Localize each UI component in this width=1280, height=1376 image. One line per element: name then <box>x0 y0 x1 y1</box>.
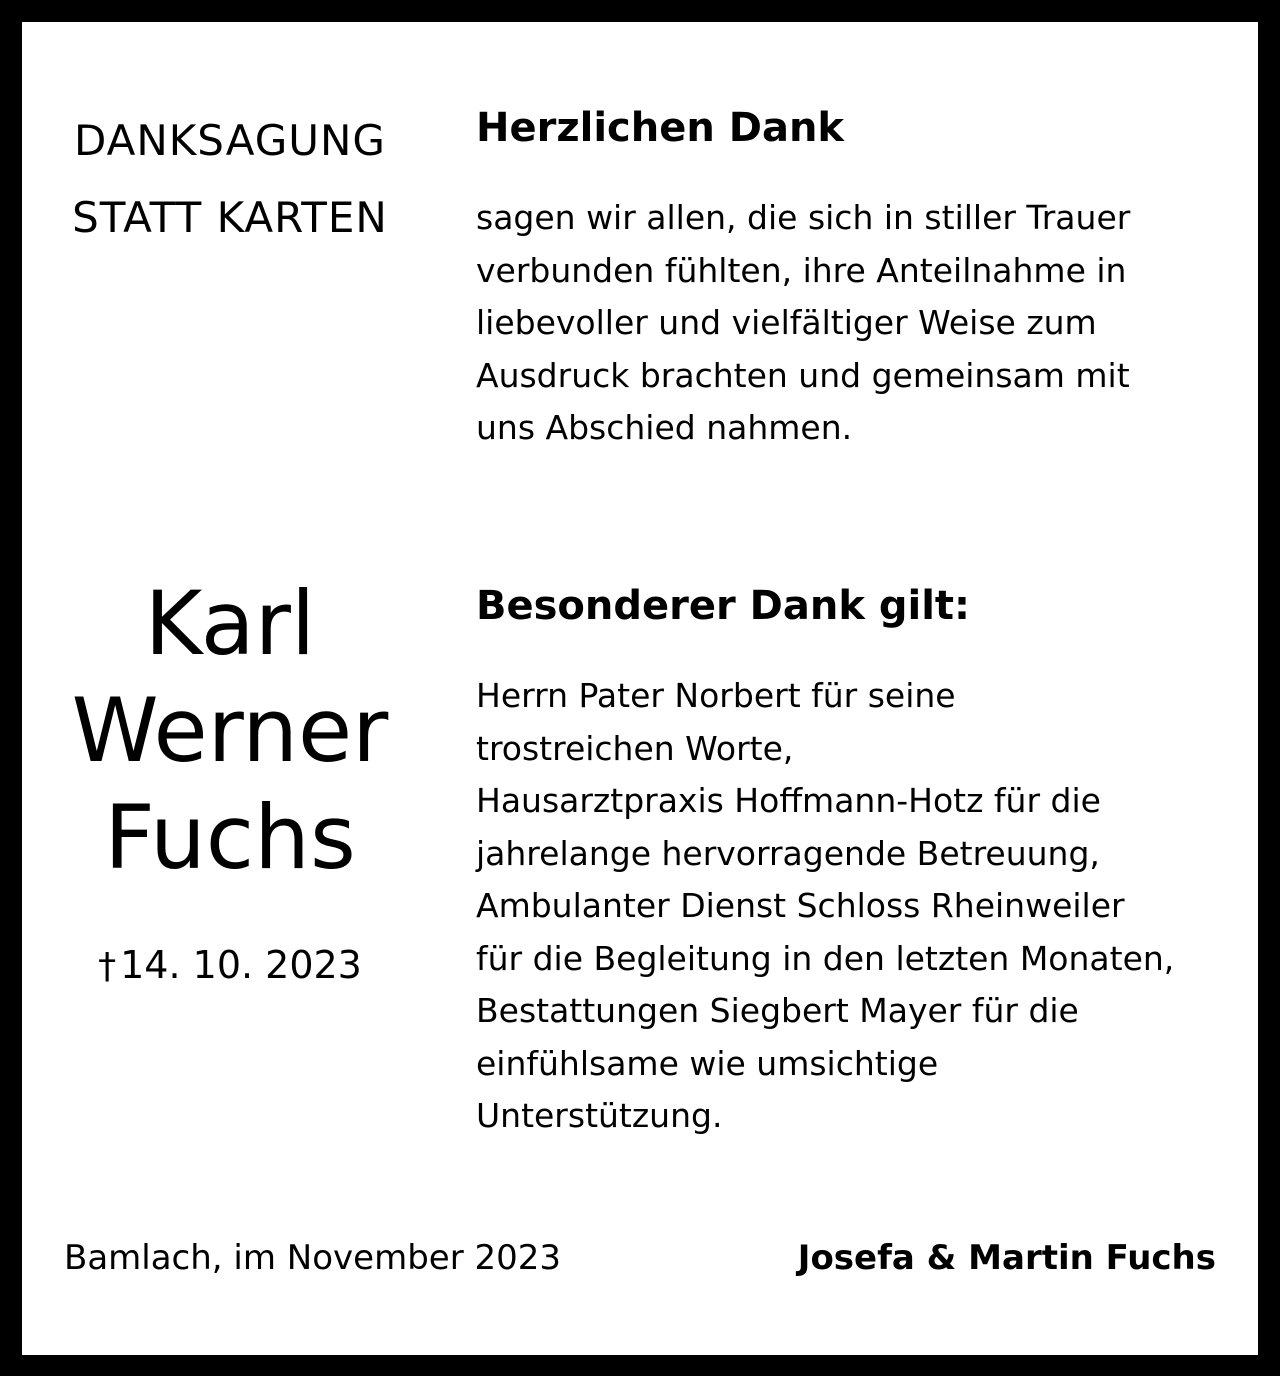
thanks-paragraph <box>476 192 1236 455</box>
paragraph-line: trostreichen Worte, <box>476 728 794 768</box>
paragraph-line: jahrelange hervorragende Betreuung, <box>476 833 1100 873</box>
place-and-date: Bamlach, im November 2023 <box>64 1238 562 1278</box>
paragraph-line: Herrn Pater Norbert für seine <box>476 676 956 715</box>
name-first: Karl <box>144 572 316 675</box>
deceased-name <box>22 570 438 891</box>
name-middle: Werner <box>71 679 389 782</box>
paragraph-line: Ambulanter Dienst Schloss Rheinweiler <box>476 886 1125 925</box>
special-thanks-paragraph <box>476 670 1236 1143</box>
paragraph-line: Hausarztpraxis Hoffmann-Hotz für die <box>476 781 1101 820</box>
paragraph-line: verbunden fühlten, ihre Anteilnahme in <box>476 250 1127 290</box>
paragraph-line: Unterstützung. <box>476 1096 723 1135</box>
header-line-statt-karten: STATT KARTEN <box>72 193 388 242</box>
paragraph-line: Ausdruck brachten und gemeinsam mit <box>476 355 1130 395</box>
death-date <box>22 940 438 992</box>
obituary-card <box>22 22 1258 1355</box>
paragraph-line: liebevoller und vielfältiger Weise zum <box>476 303 1097 342</box>
paragraph-line: einfühlsame wie umsichtige <box>476 1043 939 1083</box>
header-left <box>22 102 438 256</box>
paragraph-line: Bestattungen Siegbert Mayer für die <box>476 991 1079 1030</box>
death-date-value: 14. 10. 2023 <box>120 943 362 987</box>
header-line-danksagung: DANKSAGUNG <box>74 116 386 165</box>
paragraph-line: sagen wir allen, die sich in stiller Trauer <box>476 198 1131 237</box>
name-last: Fuchs <box>104 786 356 889</box>
paragraph-line: uns Abschied nahmen. <box>476 408 853 447</box>
heading-besonderer-dank: Besonderer Dank gilt: <box>476 583 971 629</box>
paragraph-line: für die Begleitung in den letzten Monaten, <box>476 938 1175 978</box>
cross-icon: † <box>98 946 117 987</box>
heading-herzlichen-dank: Herzlichen Dank <box>476 105 845 151</box>
signature: Josefa & Martin Fuchs <box>797 1238 1216 1278</box>
